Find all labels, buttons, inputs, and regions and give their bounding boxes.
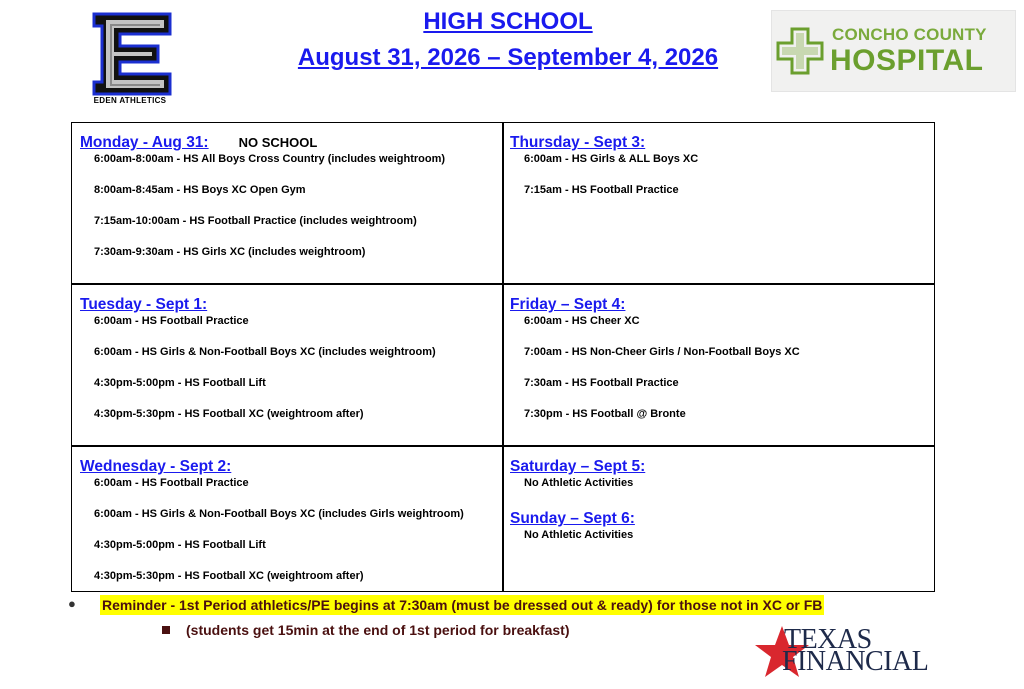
hospital-name-line2: HOSPITAL xyxy=(830,44,984,77)
bullet-square-icon xyxy=(162,626,170,634)
title-block xyxy=(280,4,736,76)
day-heading: Friday – Sept 4: xyxy=(510,296,626,313)
weekly-schedule-table xyxy=(71,122,935,592)
schedule-entry: 4:30pm-5:00pm - HS Football Lift xyxy=(94,377,266,389)
hospital-name-line1: CONCHO COUNTY xyxy=(832,25,987,44)
schedule-entry: 7:00am - HS Non-Cheer Girls / Non-Football Boys XC xyxy=(524,346,800,358)
day-heading: Thursday - Sept 3: xyxy=(510,134,646,151)
schedule-entry: 6:00am - HS Cheer XC xyxy=(524,315,640,327)
schedule-entry: 4:30pm-5:00pm - HS Football Lift xyxy=(94,539,266,551)
schedule-entry: 7:30am-9:30am - HS Girls XC (includes weightroom) xyxy=(94,246,366,258)
eden-athletics-logo xyxy=(84,10,176,108)
day-cell-tuesday xyxy=(80,295,436,421)
schedule-entry: 4:30pm-5:30pm - HS Football XC (weightroom after) xyxy=(94,408,364,420)
bullet-circle-icon: ● xyxy=(68,596,76,611)
day-heading: Sunday – Sept 6: xyxy=(510,510,635,527)
schedule-entry: 7:15am-10:00am - HS Football Practice (includes weightroom) xyxy=(94,215,417,227)
schedule-entry: 6:00am-8:00am - HS All Boys Cross Country (includes weightroom) xyxy=(94,153,446,165)
day-cell-friday xyxy=(510,295,800,421)
schedule-entry: 7:15am - HS Football Practice xyxy=(524,184,679,196)
schedule-entry: 6:00am - HS Football Practice xyxy=(94,315,249,327)
day-cell-thursday xyxy=(510,133,698,197)
texas-financial-logo xyxy=(752,622,942,684)
day-cell-saturday xyxy=(510,457,645,490)
no-school-note: NO SCHOOL xyxy=(238,135,318,150)
day-cell-sunday xyxy=(510,509,635,542)
day-heading: Wednesday - Sept 2: xyxy=(80,458,232,475)
concho-county-hospital-logo xyxy=(771,10,1016,92)
schedule-entry: 6:00am - HS Girls & ALL Boys XC xyxy=(524,153,699,165)
column-divider xyxy=(502,123,504,591)
day-heading: Saturday – Sept 5: xyxy=(510,458,646,475)
day-heading: Tuesday - Sept 1: xyxy=(80,296,208,313)
medical-cross-icon xyxy=(776,27,824,75)
bank-name-line2: FINANCIAL xyxy=(782,646,929,677)
schedule-entry: 4:30pm-5:30pm - HS Football XC (weightroom after) xyxy=(94,570,364,582)
row-divider xyxy=(72,283,934,285)
day-cell-monday xyxy=(80,133,445,259)
schedule-entry: 6:00am - HS Girls & Non-Football Boys XC (includes weightroom) xyxy=(94,346,436,358)
day-heading: Monday - Aug 31: xyxy=(80,134,209,151)
schedule-entry: No Athletic Activities xyxy=(524,477,634,489)
schedule-entry: 8:00am-8:45am - HS Boys XC Open Gym xyxy=(94,184,306,196)
day-cell-wednesday xyxy=(80,457,464,583)
row-divider xyxy=(72,445,934,447)
logo-caption: EDEN ATHLETICS xyxy=(93,96,167,105)
date-range: August 31, 2026 – September 4, 2026 xyxy=(297,44,719,71)
schedule-entry: No Athletic Activities xyxy=(524,529,634,541)
schedule-entry: 7:30am - HS Football Practice xyxy=(524,377,679,389)
bank-name-line1: TEXAS xyxy=(784,624,872,655)
schedule-entry: 7:30pm - HS Football @ Bronte xyxy=(524,408,686,420)
reminder-banner: Reminder - 1st Period athletics/PE begins at 7:30am (must be dressed out & ready) for those not in XC or FB xyxy=(102,597,823,613)
page-title: HIGH SCHOOL xyxy=(423,8,593,35)
schedule-entry: 6:00am - HS Girls & Non-Football Boys XC (includes Girls weightroom) xyxy=(94,508,464,520)
eden-e-logo-icon xyxy=(84,10,176,96)
breakfast-note: (students get 15min at the end of 1st period for breakfast) xyxy=(186,622,570,638)
schedule-entry: 6:00am - HS Football Practice xyxy=(94,477,249,489)
